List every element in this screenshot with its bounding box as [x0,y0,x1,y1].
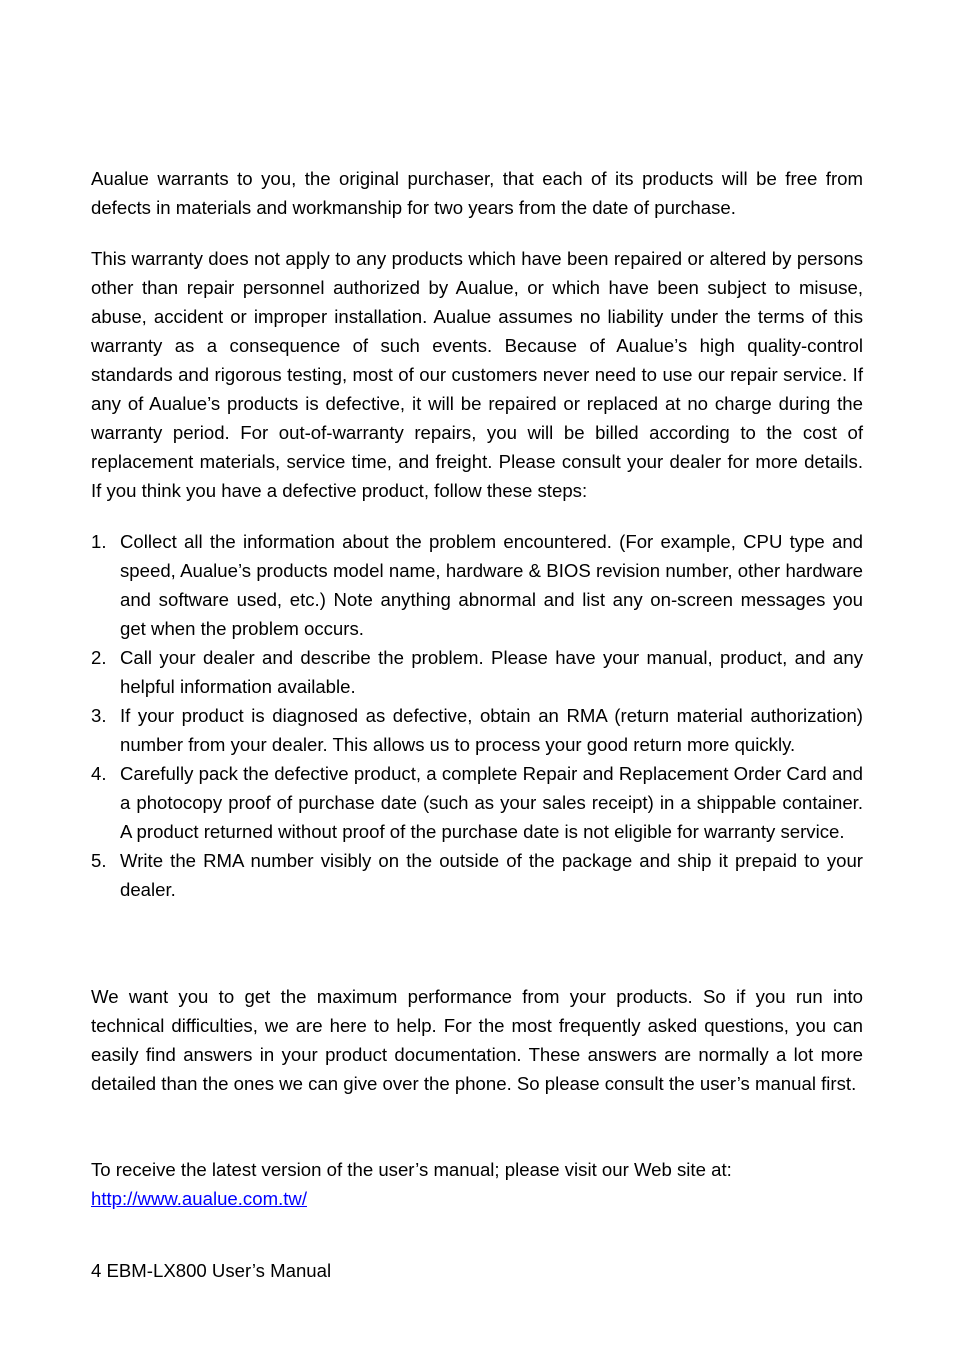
step-number: 1. [91,531,107,552]
warranty-conditions-paragraph: This warranty does not apply to any products which have been repaired or altered by persons other than repair personnel authorized by Aualue, or which have been subject to misuse, abuse, accident or improper installation. Aualue assumes no liability under the terms of this warranty as a consequence of such events. Because of Aualue’s high quality-control standards and rigorous testing, most of our customers never need to use our repair service. If any of Aualue’s products is defective, it will be repaired or replaced at no charge during the warranty period. For out-of-warranty repairs, you will be billed according to the cost of replacement materials, service time, and freight. Please consult your dealer for more details. If you think you have a defective product, follow these steps: [91,248,863,501]
list-item [91,527,863,643]
step-number: 4. [91,763,107,784]
step-text: Call your dealer and describe the problem. Please have your manual, product, and any helpful information available. [120,647,863,697]
step-text: Carefully pack the defective product, a complete Repair and Replacement Order Card and a photocopy proof of purchase date (such as your sales receipt) in a shippable container. A product returned without proof of the purchase date is not eligible for warranty service. [120,763,863,842]
website-link[interactable]: http://www.aualue.com.tw/ [91,1188,307,1209]
list-item [91,643,863,701]
list-item [91,759,863,846]
step-number: 5. [91,850,107,871]
step-text: Collect all the information about the problem encountered. (For example, CPU type and speed, Aualue’s products model name, hardware & BIOS revision number, other hardware and software used, etc.) Note anything abnormal and list any on-screen messages you get when the problem occurs. [120,531,863,639]
list-item [91,846,863,904]
step-text: If your product is diagnosed as defective, obtain an RMA (return material authorization) number from your dealer. This allows us to process your good return more quickly. [120,705,863,755]
step-text: Write the RMA number visibly on the outside of the package and ship it prepaid to your dealer. [120,850,863,900]
defect-steps-list [91,527,863,904]
list-item [91,701,863,759]
step-number: 2. [91,647,107,668]
page-footer: 4 EBM-LX800 User’s Manual [91,1260,332,1281]
step-number: 3. [91,705,107,726]
warranty-intro-paragraph: Aualue warrants to you, the original purchaser, that each of its products will be free from defects in materials and workmanship for two years from the date of purchase. [91,168,863,218]
technical-support-paragraph: We want you to get the maximum performance from your products. So if you run into technical difficulties, we are here to help. For the most frequently asked questions, you can easily find answers in your product documentation. These answers are normally a lot more detailed than the ones we can give over the phone. So please consult the user’s manual first. [91,986,863,1094]
manual-download-note: To receive the latest version of the user’s manual; please visit our Web site at: [91,1159,732,1180]
